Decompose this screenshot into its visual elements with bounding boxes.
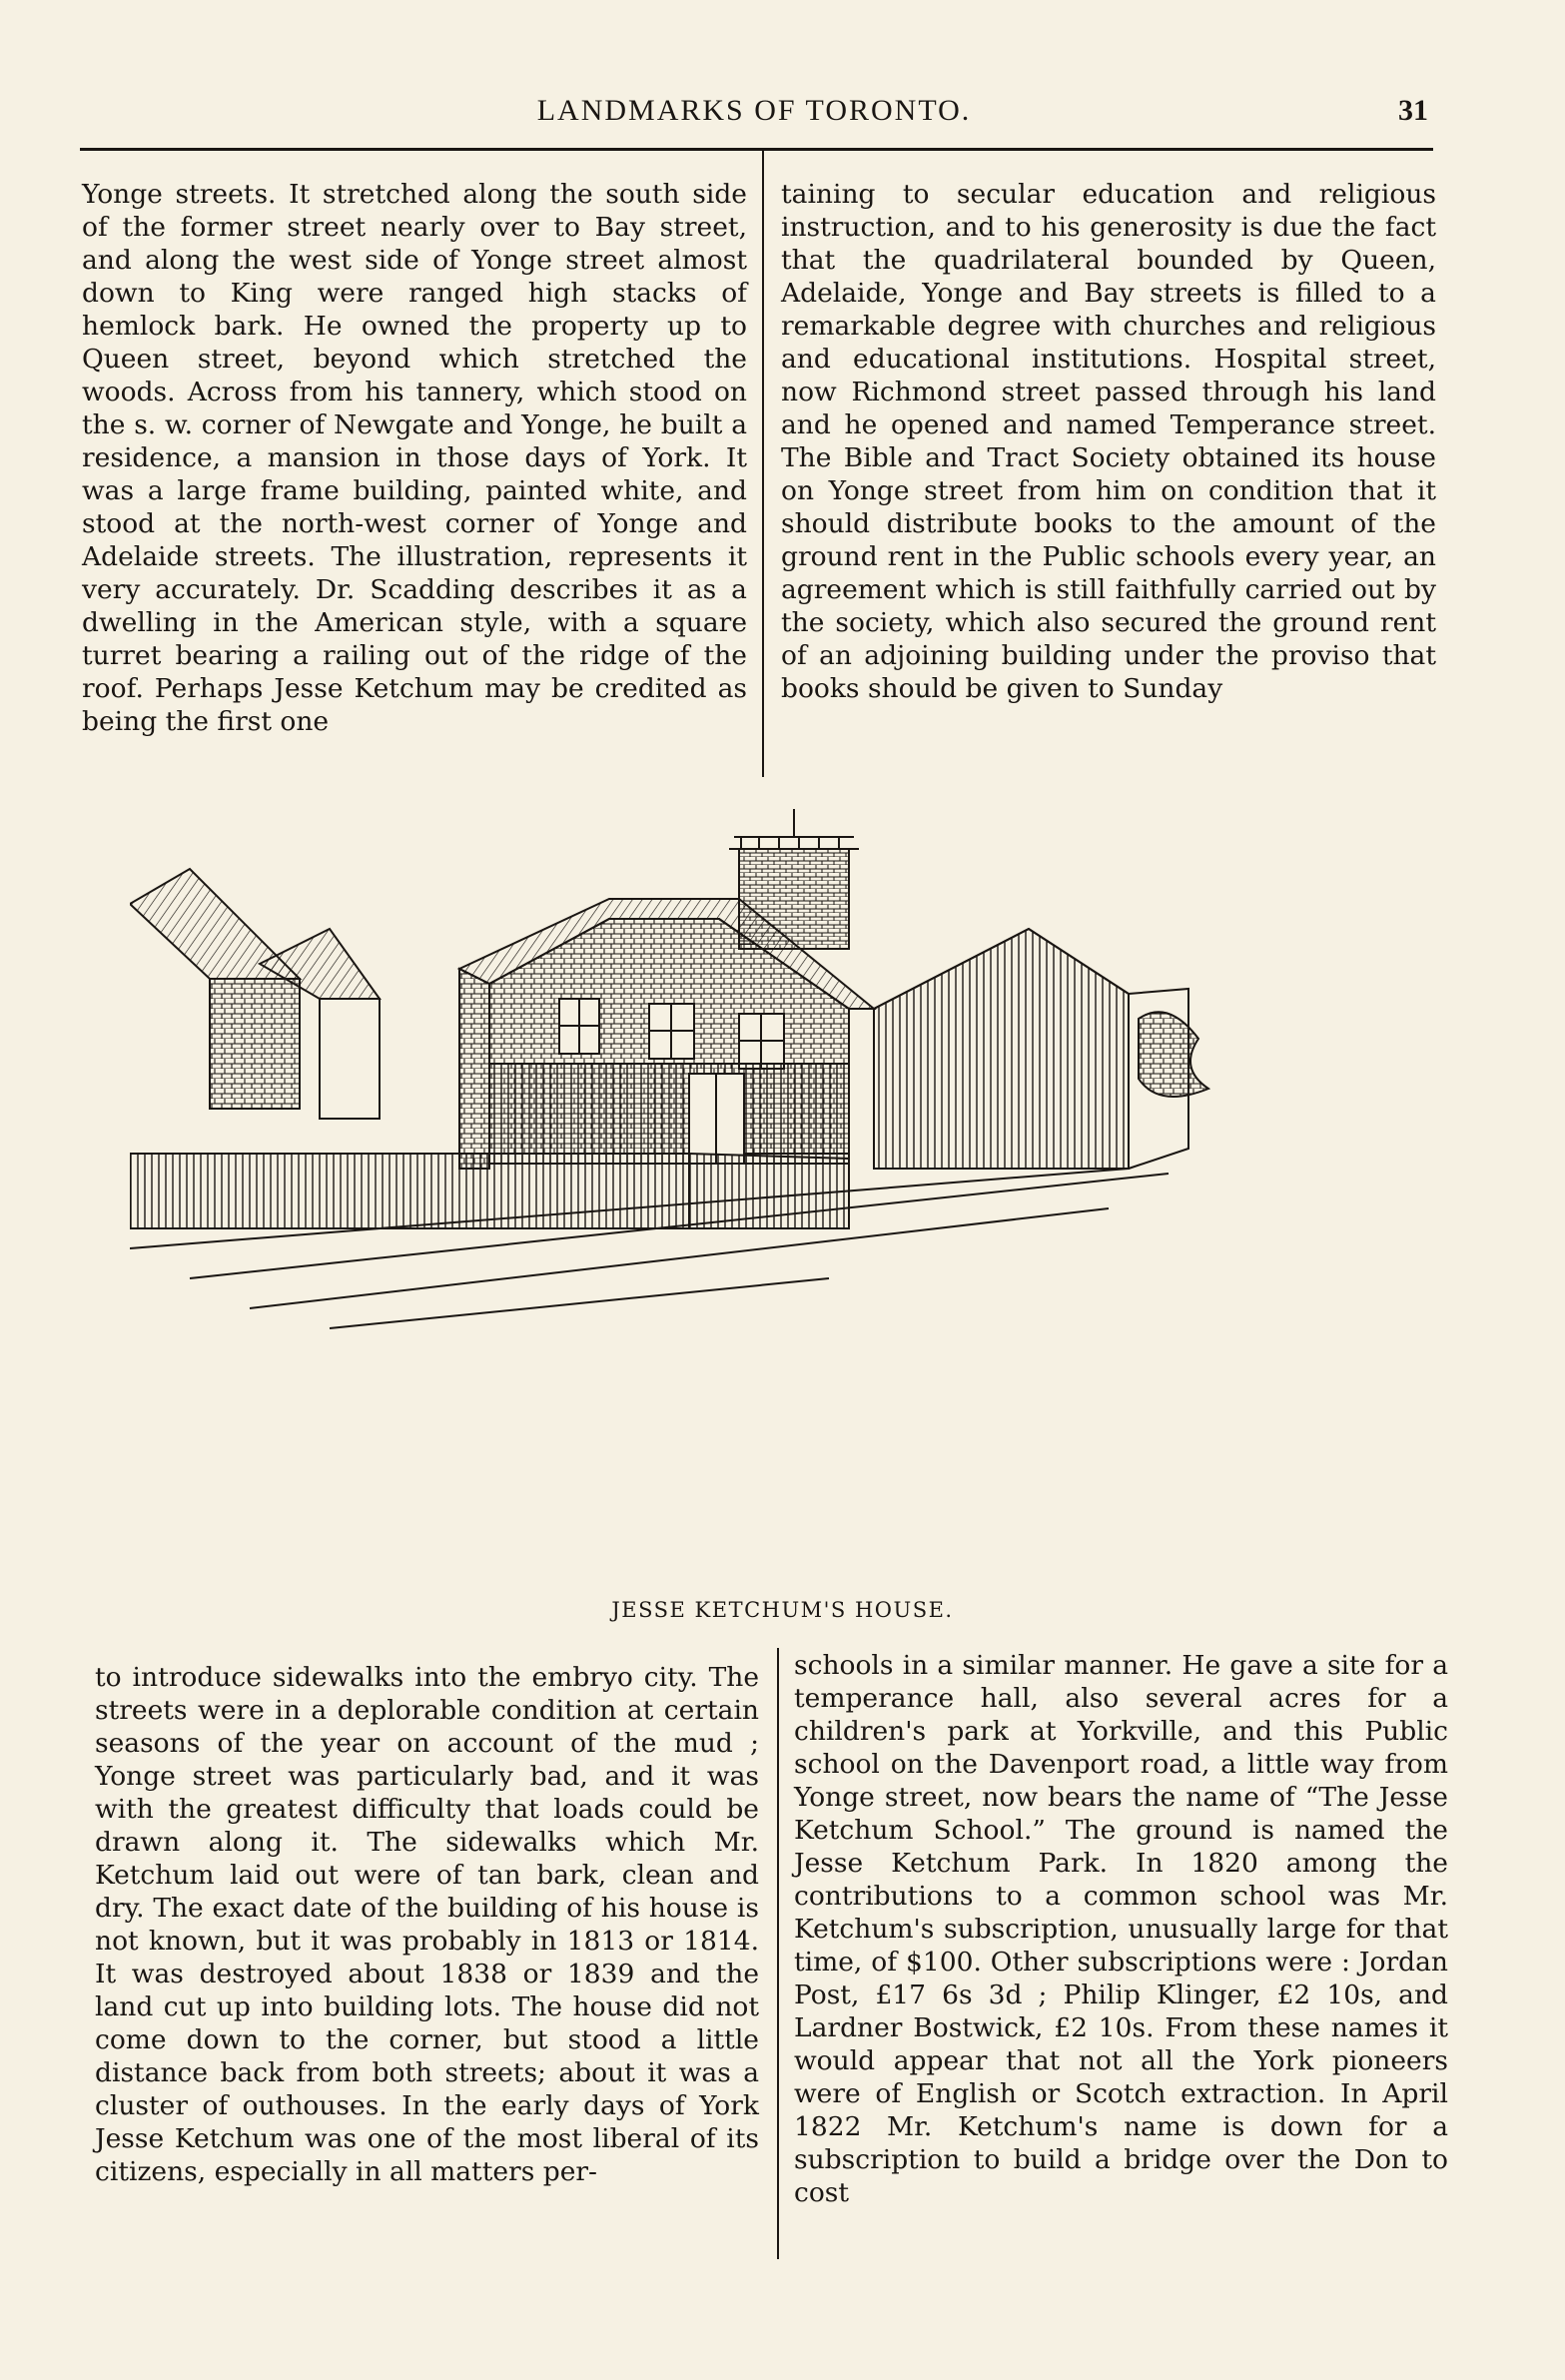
- header-rule: [80, 148, 1433, 151]
- text-column-bottom-right: [794, 1649, 1448, 2209]
- text-column-top-right: [781, 178, 1436, 705]
- text-column-top-left: [82, 178, 747, 738]
- column-divider-top: [762, 150, 764, 777]
- paragraph: taining to secular education and religious instruction, and to his generosity is due the fact that the quadrilateral bounded by Queen, Adelaide, Yonge and Bay streets is filled to a remarkable degree with churches and religious and educational institutions. Hospital street, now Richmond street passed through his land and he opened and named Temperance street. The Bible and Tract Society obtained its house on Yonge street from him on condition that it should distribute books to the amount of the ground rent in the Public schools every year, an agreement which is still faithfully carried out by the society, which also secured the ground rent of an adjoining building under the proviso that books should be given to Sunday: [781, 179, 1436, 704]
- text-column-bottom-left: [95, 1661, 759, 2188]
- figure-caption: JESSE KETCHUM'S HOUSE.: [611, 1598, 954, 1622]
- running-title: LANDMARKS OF TORONTO.: [536, 94, 972, 127]
- house-engraving: [130, 809, 1398, 1588]
- page-number: 31: [1398, 94, 1428, 127]
- running-header: [80, 90, 1428, 142]
- paragraph: Yonge streets. It stretched along the south side of the former street nearly over to Bay street, and along the west side of Yonge street almost down to King were ranged high stacks of hemlock bark. He owned the property up to Queen street, beyond which stretched the woods. Across from his tannery, which stood on the s. w. corner of Newgate and Yonge, he built a residence, a mansion in those days of York. It was a large frame building, painted white, and stood at the north-west corner of Yonge and Adelaide streets. The illustration, represents it very accurately. Dr. Scadding describes it as a dwelling in the American style, with a square turret bearing a railing out of the ridge of the roof. Perhaps Jesse Ketchum may be credited as being the first one: [82, 179, 747, 737]
- paragraph: schools in a similar manner. He gave a site for a temperance hall, also several acres for a children's park at Yorkville, and this Public school on the Davenport road, a little way from Yonge street, now bears the name of “The Jesse Ketchum School.” The ground is named the Jesse Ketchum Park. In 1820 among the contributions to a common school was Mr. Ketchum's subscription, unusually large for that time, of $100. Other subscriptions were : Jordan Post, £17 6s 3d ; Philip Klinger, £2 10s, and Lardner Bostwick, £2 10s. From these names it would appear that not all the York pioneers were of English or Scotch extraction. In April 1822 Mr. Ketchum's name is down for a subscription to build a bridge over the Don to cost: [794, 1650, 1448, 2208]
- column-divider-bottom: [777, 1648, 779, 2259]
- paragraph: to introduce sidewalks into the embryo city. The streets were in a deplorable condition at certain seasons of the year on account of the mud ; Yonge street was particularly bad, and it was with the greatest difficulty that loads could be drawn along it. The sidewalks which Mr. Ketchum laid out were of tan bark, clean and dry. The exact date of the building of his house is not known, but it was probably in 1813 or 1814. It was destroyed about 1838 or 1839 and the land cut up into building lots. The house did not come down to the corner, but stood a little distance back from both streets; about it was a cluster of outhouses. In the early days of York Jesse Ketchum was one of the most liberal of its citizens, especially in all matters per-: [95, 1662, 759, 2187]
